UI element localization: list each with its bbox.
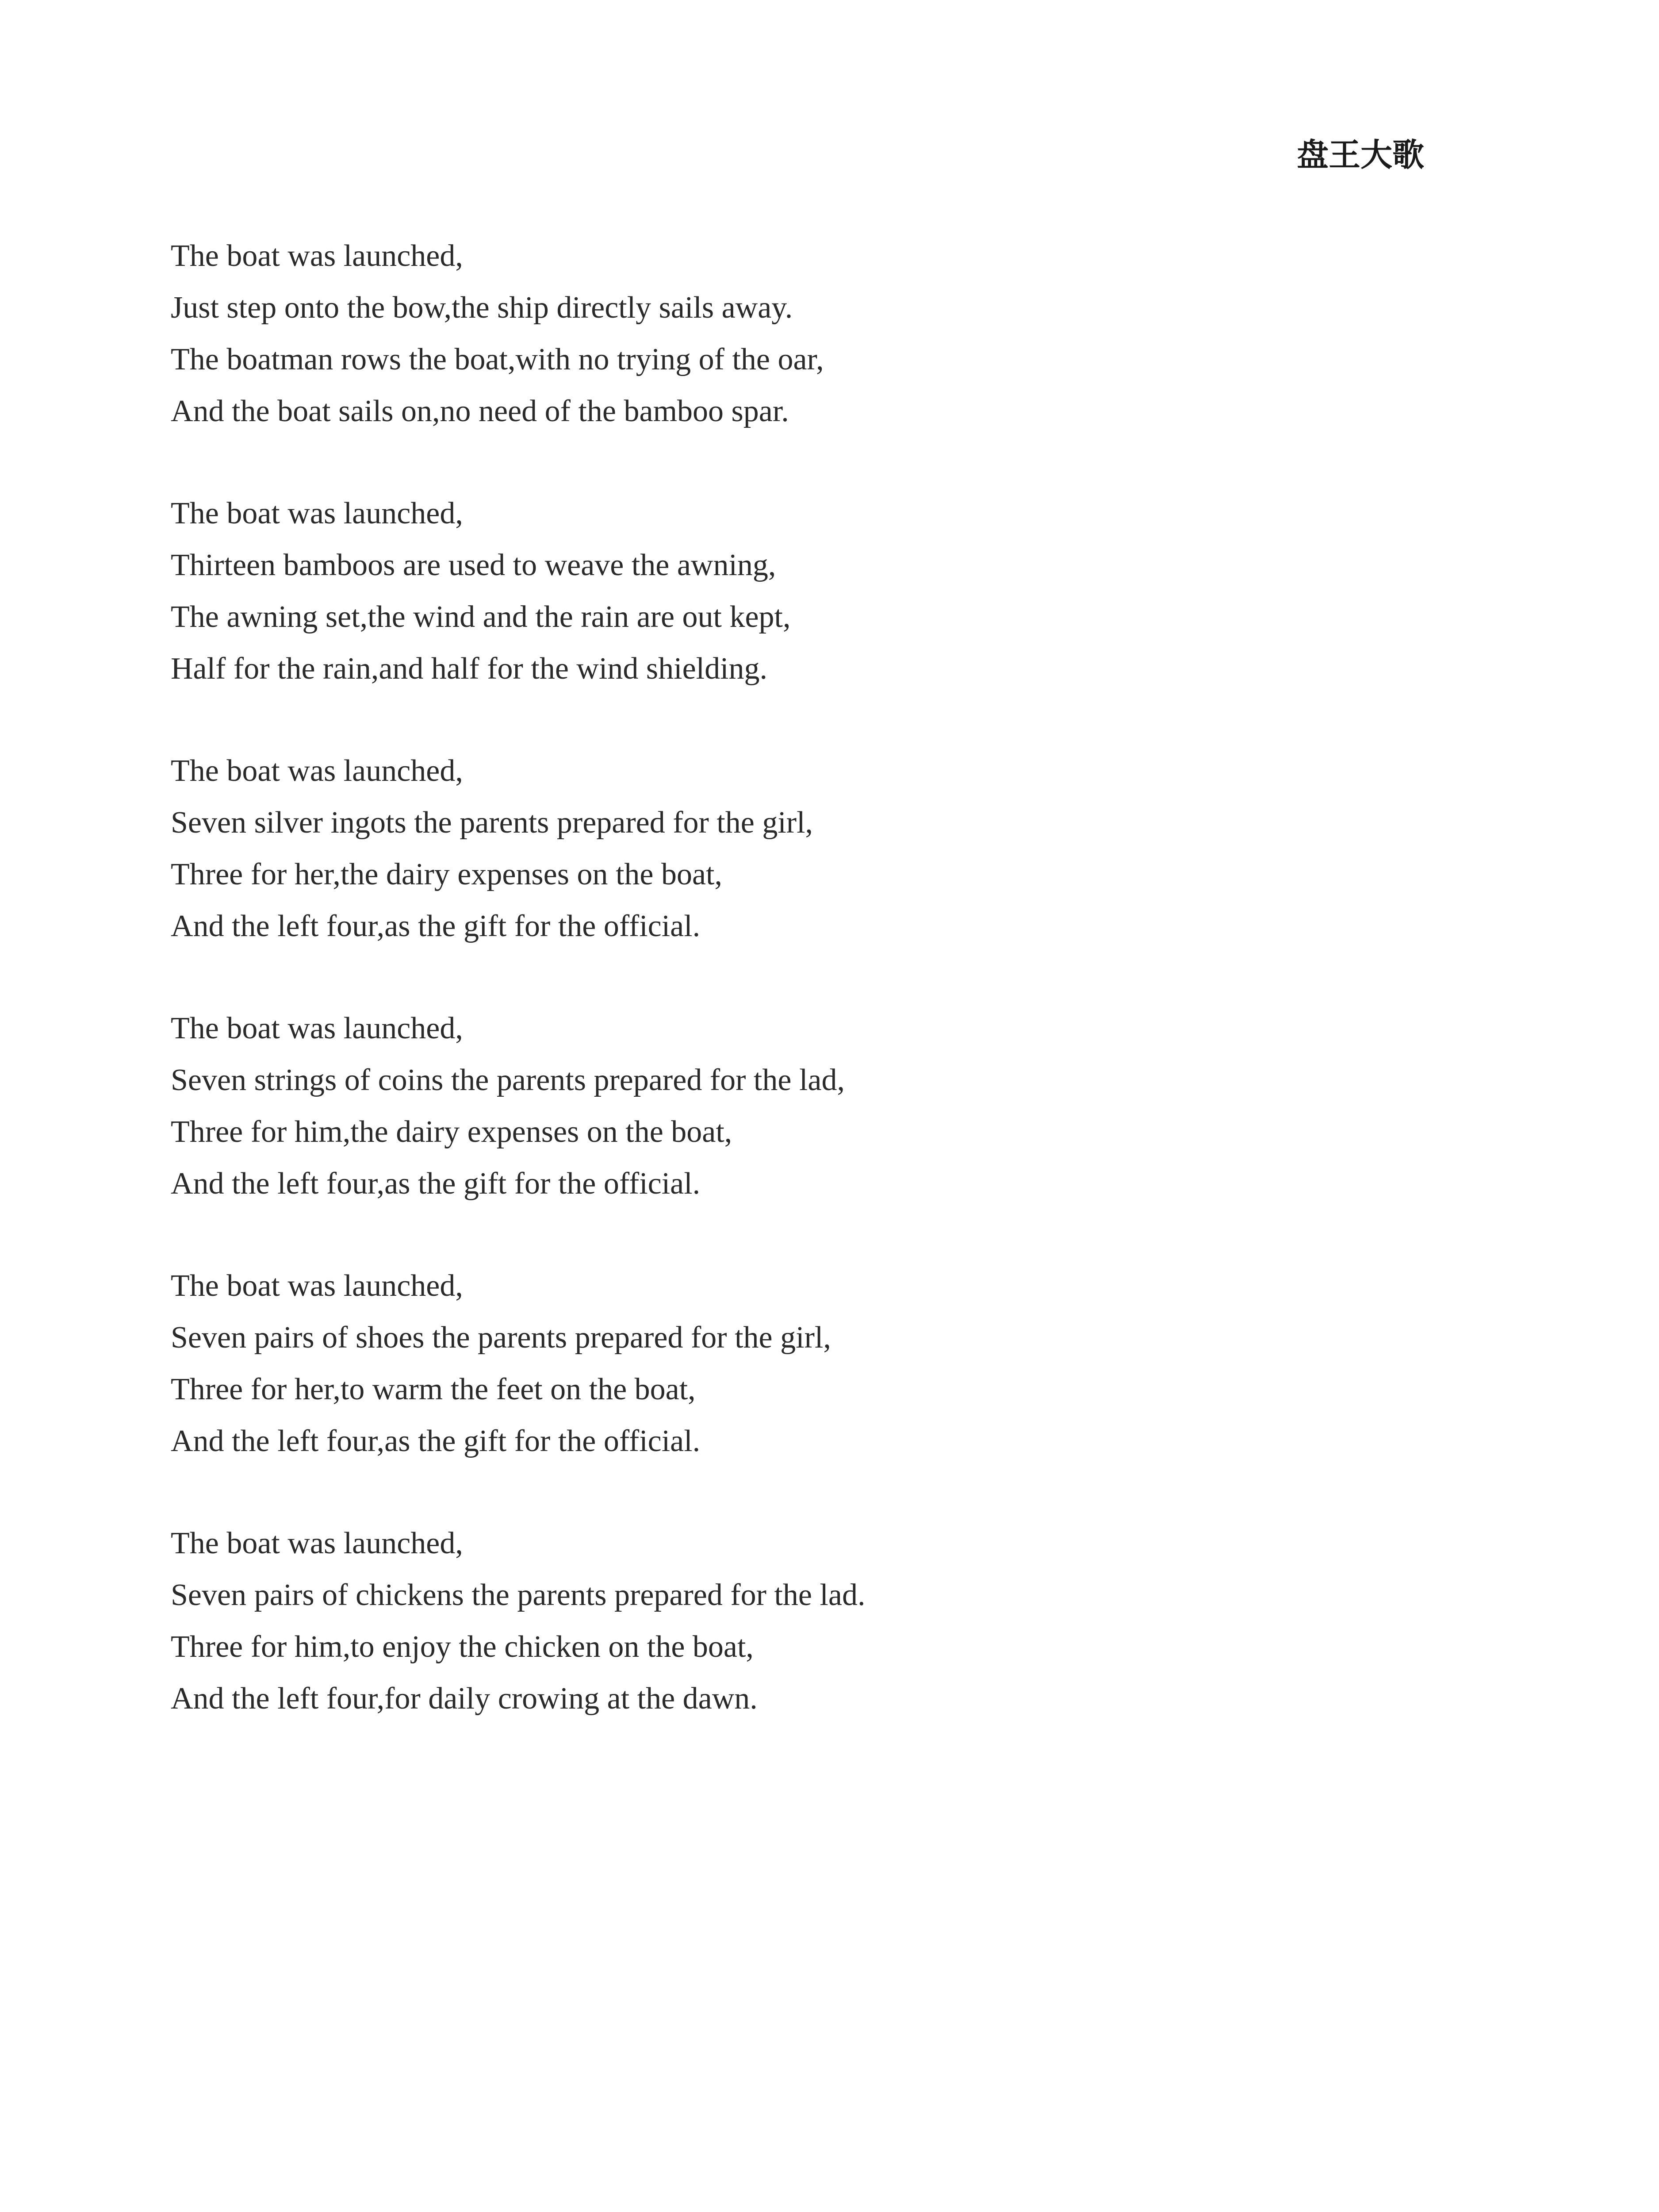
- stanza-6: [171, 1517, 1453, 1724]
- poem-line: Seven silver ingots the parents prepared for the girl,: [171, 806, 813, 840]
- poem-line: And the left four,as the gift for the official.: [171, 1167, 701, 1201]
- poem-line: The boat was launched,: [171, 1269, 463, 1303]
- stanza-5: [171, 1260, 1453, 1467]
- stanza-1: [171, 230, 1453, 437]
- poem-line: Three for her,to warm the feet on the boat,: [171, 1372, 696, 1406]
- stanza-3: [171, 745, 1453, 952]
- poem-line: Half for the rain,and half for the wind shielding.: [171, 652, 768, 686]
- poem-line: The awning set,the wind and the rain are out kept,: [171, 600, 791, 634]
- poem-line: Three for him,to enjoy the chicken on the boat,: [171, 1630, 754, 1664]
- poem-line: The boat was launched,: [171, 239, 463, 273]
- poem-line: Three for her,the dairy expenses on the boat,: [171, 857, 722, 891]
- poem-line: Seven pairs of shoes the parents prepared for the girl,: [171, 1321, 831, 1355]
- poem-line: And the left four,as the gift for the official.: [171, 1424, 701, 1458]
- poem-line: The boat was launched,: [171, 1011, 463, 1045]
- stanza-4: [171, 1002, 1453, 1210]
- poem-line: Seven strings of coins the parents prepared for the lad,: [171, 1063, 845, 1097]
- stanza-2: [171, 488, 1453, 695]
- poem-line: The boat was launched,: [171, 496, 463, 530]
- poem-line: The boat was launched,: [171, 1526, 463, 1560]
- poem-line: The boatman rows the boat,with no trying of the oar,: [171, 342, 824, 376]
- poem-line: Three for him,the dairy expenses on the boat,: [171, 1115, 732, 1149]
- poem-line: And the left four,for daily crowing at the dawn.: [171, 1682, 758, 1716]
- poem-line: The boat was launched,: [171, 754, 463, 788]
- poem-line: Seven pairs of chickens the parents prepared for the lad.: [171, 1578, 866, 1612]
- poem-line: Just step onto the bow,the ship directly sails away.: [171, 291, 793, 325]
- poem-line: And the left four,as the gift for the official.: [171, 909, 701, 943]
- poem-body: [171, 230, 1453, 1724]
- poem-line: Thirteen bamboos are used to weave the awning,: [171, 548, 776, 582]
- running-header-title: 盘王大歌: [1296, 136, 1424, 173]
- poem-line: And the boat sails on,no need of the bamboo spar.: [171, 394, 789, 428]
